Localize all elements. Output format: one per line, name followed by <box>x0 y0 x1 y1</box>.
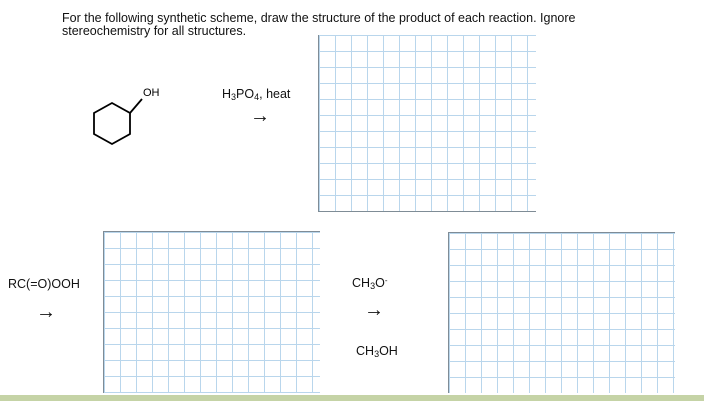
reagent-h3po4-heat: $H_3PO_4$, heat <box>222 87 291 102</box>
reaction-arrow-3: → <box>364 299 384 321</box>
footer-bar <box>0 395 704 401</box>
reaction-arrow-1: → <box>250 105 270 127</box>
oh-label: OH <box>143 87 160 99</box>
reagent-peracid: RC(=O)OOH <box>8 277 80 291</box>
prompt-line-2: stereochemistry for all structures. <box>62 24 247 38</box>
drawing-canvas-product-2[interactable] <box>103 231 320 393</box>
solvent-methanol: $CH_3OH$ <box>356 344 398 359</box>
reaction-arrow-2: → <box>36 301 56 323</box>
prompt-line-1: For the following synthetic scheme, draw the structure of the product of each reaction. Ignore <box>62 11 576 25</box>
drawing-canvas-product-1[interactable] <box>318 35 536 212</box>
cyclohexane-ring <box>94 103 130 144</box>
cyclohexanol-structure <box>85 82 175 152</box>
drawing-canvas-product-3[interactable] <box>448 232 675 393</box>
c-o-bond <box>130 99 142 113</box>
reagent-methoxide: $CH_3O^-$ <box>352 276 388 291</box>
